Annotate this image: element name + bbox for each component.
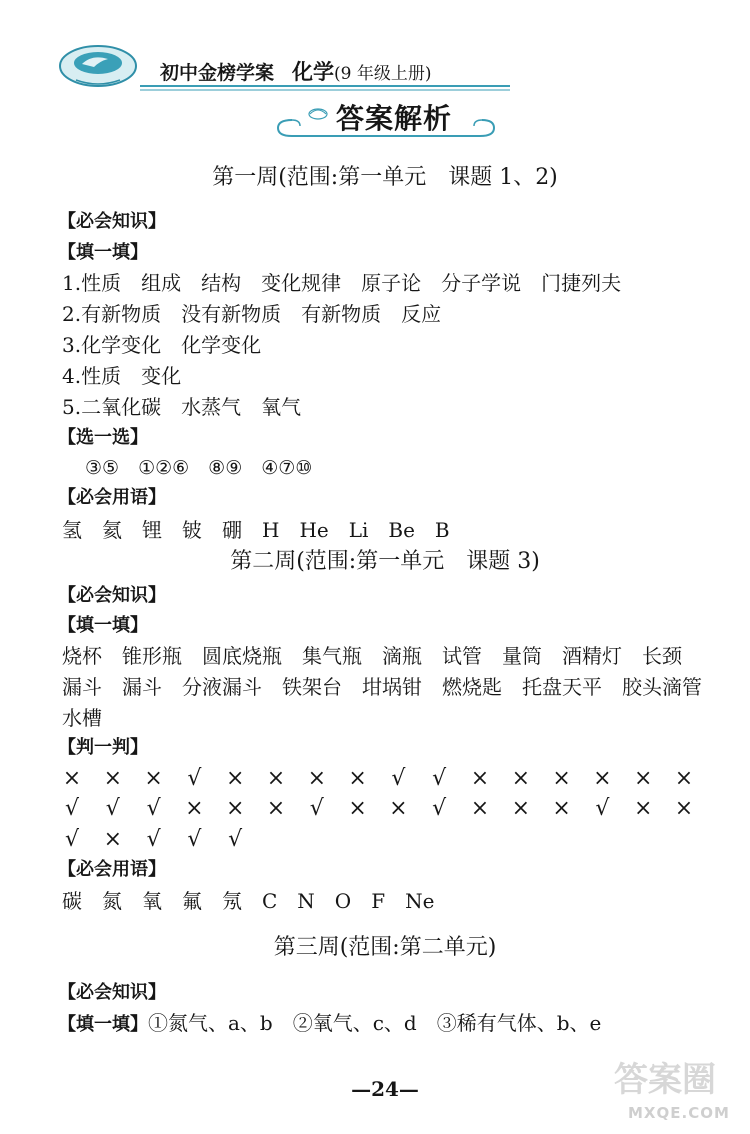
judge-mark-false: × [552,796,571,821]
judge-mark-false: × [62,766,82,791]
week1-fill-answer: 4.性质 变化 [62,364,182,388]
judge-mark-true: √ [187,766,202,791]
judge-mark-false: × [511,796,531,821]
week2-fill-label: 【填一填】 [58,615,148,636]
judge-mark-true: √ [432,796,447,821]
judge-mark-true: √ [64,827,80,852]
judge-mark-false: × [348,796,367,821]
judge-mark-true: √ [64,796,80,821]
week1-choose-label: 【选一选】 [58,427,148,448]
page-number: —24— [351,1077,419,1101]
book-header [160,57,432,87]
judge-mark-true: √ [146,796,161,821]
judge-mark-false: × [185,796,204,821]
week3-fill-label: 【填一填】 [58,1014,148,1035]
judge-mark-false: × [307,766,327,791]
judge-mark-true: √ [391,766,406,791]
judge-mark-false: × [266,796,286,821]
judge-mark-false: × [266,766,286,791]
week1-fill-answer: 5.二氧化碳 水蒸气 氧气 [62,395,302,419]
week2-terms-label: 【必会用语】 [58,859,166,880]
week2-knowledge-label: 【必会知识】 [58,585,166,606]
week2-heading: 第二周(范围:第一单元 课题 3) [230,549,540,574]
week1-terms-label: 【必会用语】 [58,487,166,508]
week3-knowledge-label: 【必会知识】 [58,982,166,1003]
judge-mark-false: × [470,766,490,791]
judge-mark-false: × [633,766,653,791]
judge-mark-false: × [103,827,123,852]
judge-mark-false: × [225,796,245,821]
week1-knowledge-label: 【必会知识】 [58,211,166,232]
watermark-site: MXQE.COM [628,1104,730,1122]
judge-mark-false: × [593,766,612,791]
judge-mark-true: √ [146,827,161,852]
judge-mark-false: × [674,766,694,791]
week1-fill-answer: 3.化学变化 化学变化 [62,333,262,357]
week1-choose-answers: ③⑤ ①②⑥ ⑧⑨ ④⑦⑩ [85,457,313,479]
judge-mark-true: √ [309,796,324,821]
book-subject: 化学 [292,59,335,84]
week1-fill-label: 【填一填】 [58,242,148,263]
judge-mark-true: √ [595,796,610,821]
week3-fill-row [58,1008,601,1038]
week3-heading: 第三周(范围:第二单元) [273,935,497,960]
judge-mark-false: × [389,796,408,821]
judge-mark-true: √ [105,796,120,821]
week1-heading: 第一周(范围:第一单元 课题 1、2) [212,165,558,190]
judge-mark-false: × [103,766,123,791]
judge-mark-false: × [633,796,653,821]
judge-mark-true: √ [432,766,447,791]
judge-mark-true: √ [228,827,243,852]
header-rule [140,84,510,92]
week2-fill-answer: 烧杯 锥形瓶 圆底烧瓶 集气瓶 滴瓶 试管 量筒 酒精灯 长颈 [62,644,682,668]
judge-mark-false: × [674,796,694,821]
judge-mark-false: × [144,766,163,791]
week2-element-terms: 碳 氮 氧 氟 氖 C N O F Ne [62,889,435,913]
week1-fill-answer: 2.有新物质 没有新物质 有新物质 反应 [62,302,442,326]
week3-fill-answer: ①氮气、a、b ②氧气、c、d ③稀有气体、b、e [148,1011,602,1035]
week1-fill-answer: 1.性质 组成 结构 变化规律 原子论 分子学说 门捷列夫 [62,271,622,295]
judge-mark-false: × [348,766,367,791]
page-title: 答案解析 [336,102,453,135]
publisher-logo-icon [56,42,140,92]
judge-mark-false: × [470,796,490,821]
judge-mark-false: × [225,766,245,791]
book-series-title: 初中金榜学案 [160,62,275,84]
week2-judge-label: 【判一判】 [58,737,148,758]
judge-mark-false: × [511,766,531,791]
judge-mark-true: √ [187,827,202,852]
week2-fill-answer: 漏斗 漏斗 分液漏斗 铁架台 坩埚钳 燃烧匙 托盘天平 胶头滴管 [62,675,702,699]
week2-fill-answer: 水槽 [62,706,102,730]
book-grade: (9 年级上册) [334,64,432,84]
judge-mark-false: × [552,766,571,791]
week1-element-terms: 氢 氦 锂 铍 硼 H He Li Be B [62,518,450,542]
watermark-logo: 答案圈 [614,1060,716,1100]
